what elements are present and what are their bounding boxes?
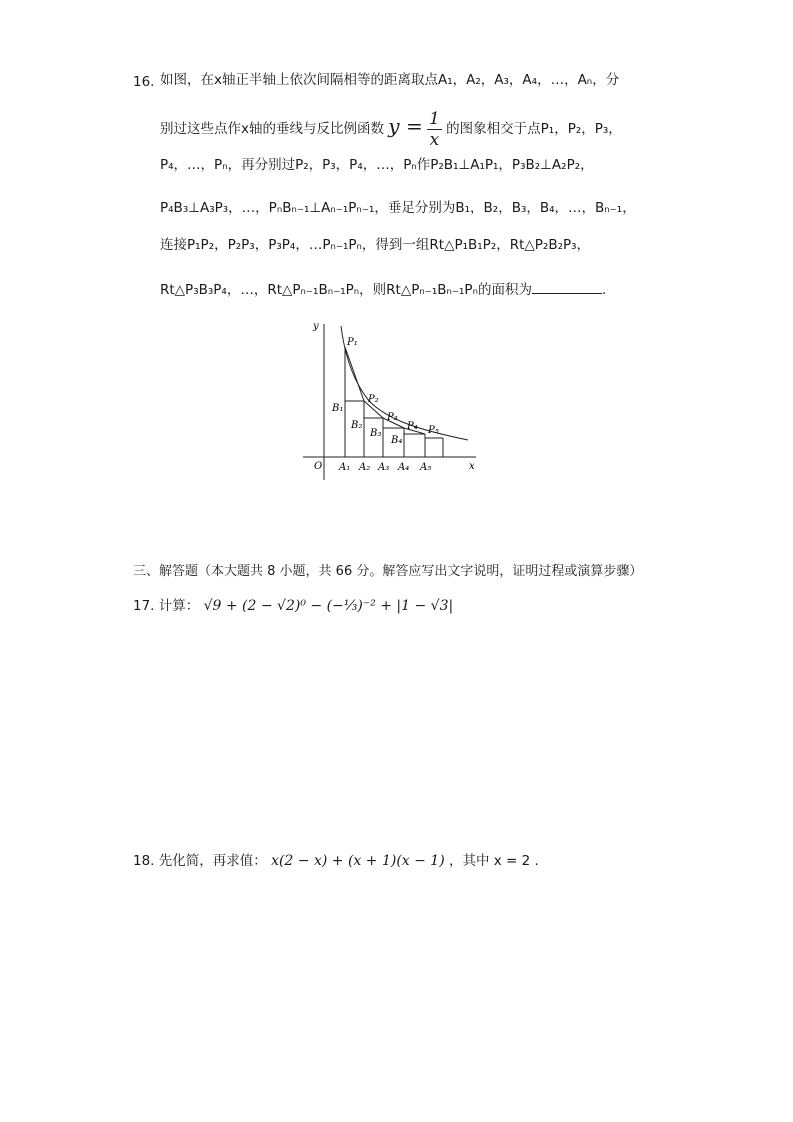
q16-end-mark: . [601,282,607,298]
q16-fraction-numerator: 1 [429,108,440,129]
x-axis-label: x [469,461,475,472]
label-a4: A₄ [398,462,410,473]
label-b3: B₃ [370,428,382,439]
label-p3: P₃ [387,412,398,423]
answer-blank[interactable] [532,279,602,294]
label-b1: B₁ [332,403,344,414]
q16-line-6-text: Rt△P₃B₃P₄，…，Rt△Pₙ₋₁Bₙ₋₁Pₙ，则Rt△Pₙ₋₁Bₙ₋₁Pₙ的面积为 [160,282,532,298]
q18 [133,849,539,869]
q16-fraction-denominator: x [429,129,440,150]
q16-function-lhs: y = [388,114,423,138]
label-b4: B₄ [391,435,403,446]
label-a1: A₁ [339,462,351,473]
q17-expression: √9 + (2 − √2)⁰ − (−⅓)⁻² + |1 − √3| [203,598,454,614]
q18-label: 先化简，再求值： [158,853,267,869]
q18-expression: x(2 − x) + (x + 1)(x − 1) [271,853,445,869]
q16-line-5: 连接P₁P₂，P₂P₃，P₃P₄，…Pₙ₋₁Pₙ，得到一组Rt△P₁B₁P₂，Rt△P₂B₂P₃， [160,237,591,253]
label-a2: A₂ [359,462,371,473]
label-p1: P₁ [347,337,358,348]
label-a5: A₅ [420,462,432,473]
q17 [133,594,453,614]
label-p5: P₅ [428,425,439,436]
q16-line-4: P₄B₃⊥A₃P₃，…，PₙBₙ₋₁⊥Aₙ₋₁Pₙ₋₁，垂足分别为B₁，B₂，B₃，B₄，…，Bₙ₋₁， [160,200,636,216]
q16-line-3: P₄，…，Pₙ，再分别过P₂，P₃，P₄，…，Pₙ作P₂B₁⊥A₁P₁，P₃B₂⊥A₂P₂， [160,157,594,173]
q16-line-2-head: 别过这些点作x轴的垂线与反比例函数 [160,121,384,137]
y-axis-label: y [313,321,319,332]
q16-line-1: 如图，在x轴正半轴上依次间隔相等的距离取点A₁，A₂，A₃，A₄，…，Aₙ，分 [160,72,620,88]
q16-line-2-tail: 的图象相交于点P₁，P₂，P₃， [446,121,622,137]
section-heading: 三、解答题（本大题共 8 小题，共 66 分。解答应写出文字说明，证明过程或演算步骤） [133,564,643,579]
q16-figure [300,318,482,482]
q17-label: 计算： [158,598,200,614]
q16-number: 16. [133,74,155,90]
segment-p1p2 [345,347,364,401]
q18-tail: ，其中 x = 2 . [448,853,539,869]
q16-line-6 [160,275,606,305]
q18-number: 18. [133,853,155,869]
q16-fraction [427,109,442,150]
origin-label: O [314,461,323,472]
label-a3: A₃ [378,462,390,473]
label-p2: P₂ [368,394,379,405]
label-b2: B₂ [351,420,363,431]
label-p4: P₄ [407,421,418,432]
q17-number: 17. [133,598,155,614]
q16-line-2 [160,101,622,151]
hyperbola-figure [300,318,482,482]
